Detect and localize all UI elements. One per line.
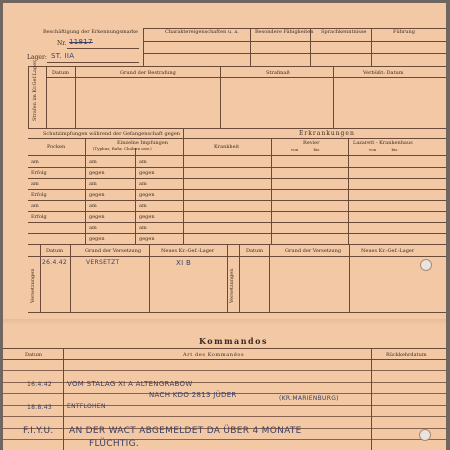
- impfung-row-rule: [28, 189, 446, 190]
- strafen-side-label: Strafen im Kr.Gef.Lager: [32, 60, 38, 121]
- versetzungen-top-rule: [28, 244, 446, 245]
- versetzung-datum-value: 26.4.42: [42, 259, 68, 266]
- divider: [28, 256, 446, 257]
- einzel-row-label-2: am: [139, 159, 147, 165]
- divider: [227, 244, 228, 312]
- nr-underline: [67, 48, 139, 49]
- punch-hole: [420, 259, 432, 271]
- punch-hole: [419, 429, 431, 441]
- versetzung-neues-header: Neues Kr.-Gef.-Lager: [161, 248, 215, 254]
- nr-value: 11817: [69, 38, 93, 46]
- kommando-datum-3: F.I.Y.U.: [23, 426, 54, 436]
- pocken-row-label: Erfolg: [31, 214, 47, 220]
- divider: [46, 77, 446, 78]
- impfung-row-rule: [28, 178, 446, 179]
- pocken-row-label: Erfolg: [31, 170, 47, 176]
- einzel-row-label-2: am: [139, 225, 147, 231]
- divider: [135, 148, 136, 244]
- divider: [143, 53, 446, 54]
- kommandos-datum-header: Datum: [25, 352, 42, 358]
- strafen-left-rule: [28, 66, 29, 128]
- kommando-art-2: ENTFLOHEN: [67, 403, 106, 410]
- versetzung-neues-header-2: Neues Kr.-Gef.-Lager: [361, 248, 415, 254]
- strafen-verbuesst-header: Verbüßt: Datum: [363, 70, 404, 76]
- kommandos-art-header: Art des Kommandos: [183, 352, 245, 358]
- sprachkenntnisse-label: Sprachkenntnisse: [321, 29, 367, 35]
- impfung-row-rule: [28, 233, 446, 234]
- divider: [220, 66, 221, 128]
- versetzung-datum-header: Datum: [46, 248, 63, 254]
- kommando-datum-2: 18.8.43: [27, 404, 53, 411]
- versetzung-grund-header-2: Grund der Versetzung: [285, 248, 342, 254]
- lazarett-sub: von bis: [369, 147, 398, 152]
- nr-label: Nr.: [57, 40, 67, 47]
- versetzung-grund-value: VERSETZT: [86, 259, 120, 266]
- kommando-datum-1: 16.4.42: [27, 381, 53, 388]
- einzel-row-label: gegen: [89, 214, 105, 220]
- divider: [348, 138, 349, 244]
- divider: [3, 359, 446, 360]
- divider: [75, 66, 76, 128]
- pocken-row-label: am: [31, 159, 39, 165]
- charakter-label: Charaktereigenschaften u. a.: [165, 29, 239, 35]
- einzel-row-label: gegen: [89, 170, 105, 176]
- divider: [46, 66, 47, 128]
- strafen-grund-header: Grund der Bestrafung: [120, 70, 176, 76]
- kommandos-top-rule: [3, 348, 446, 349]
- versetzung-lager-value: XI B: [176, 259, 192, 267]
- pocken-header: Pocken: [47, 144, 66, 150]
- kommando-row-rule: [3, 416, 446, 417]
- lager-value: ST. IIA: [51, 52, 75, 60]
- divider: [250, 28, 251, 66]
- pocken-row-label: Erfolg: [31, 192, 47, 198]
- kommando-row-rule: [3, 439, 446, 440]
- strafen-datum-header: Datum: [52, 70, 69, 76]
- divider: [149, 244, 150, 312]
- divider: [183, 128, 184, 244]
- erkennungsmarke-label: Beschäftigung der Erkennungsmarke: [43, 29, 139, 35]
- divider: [143, 41, 446, 42]
- versetzung-grund-header: Grund der Versetzung: [85, 248, 142, 254]
- versetzungen-side-label-left: Versetzungen: [30, 268, 36, 303]
- divider: [85, 138, 86, 244]
- kommando-art-3: AN DER WACT ABGEMELDET DA ÜBER 4 MONATE: [69, 426, 302, 436]
- kommando-art-1c: (KR.MARIENBURG): [279, 395, 339, 402]
- divider: [143, 28, 144, 66]
- impfung-row-rule: [28, 211, 446, 212]
- kommando-art-3b: FLÜCHTIG.: [89, 439, 140, 449]
- strafen-top-rule: [28, 66, 446, 67]
- einzel-row-label: am: [89, 225, 97, 231]
- revier-header: Revier: [303, 140, 320, 146]
- strafen-bottom-rule: [28, 128, 446, 129]
- impfung-row-rule: [28, 222, 446, 223]
- divider: [239, 244, 240, 312]
- impfungen-title: Schutzimpfungen während der Gefangenschaft gegen: [43, 131, 181, 137]
- einzel-row-label-2: am: [139, 203, 147, 209]
- einzel-row-label-2: am: [139, 181, 147, 187]
- divider: [40, 244, 41, 312]
- versetzungen-side-label-right: Versetzungen: [229, 268, 235, 303]
- lager-label: Lager:: [27, 54, 47, 61]
- divider: [371, 348, 372, 450]
- kommando-art-1b: NACH KDO 2813 JÜDER: [149, 391, 237, 399]
- einzel-row-label-2: gegen: [139, 192, 155, 198]
- lazarett-header: Lazarett - Krankenhaus: [353, 140, 413, 146]
- divider: [63, 348, 64, 450]
- pocken-row-label: am: [31, 181, 39, 187]
- kommando-art-1: VOM STALAG XI A ALTENGRABOW: [67, 380, 193, 388]
- einzel-row-label-2: gegen: [139, 170, 155, 176]
- strafen-strafmass-header: Strafmaß: [266, 70, 290, 76]
- divider: [28, 138, 446, 139]
- einzel-row-label: gegen: [89, 192, 105, 198]
- divider: [349, 244, 350, 312]
- einzel-header: Einzelne Impfungen: [117, 140, 169, 146]
- versetzungen-bottom-rule: [28, 312, 446, 313]
- impfung-row-rule: [28, 200, 446, 201]
- erkrankungen-title: Erkrankungen: [299, 130, 355, 137]
- kommandos-title: Kommandos: [199, 336, 268, 346]
- einzel-row-label: am: [89, 159, 97, 165]
- revier-sub: von bis: [291, 147, 320, 152]
- pocken-row-label: am: [31, 203, 39, 209]
- einzel-row-label: am: [89, 203, 97, 209]
- pow-record-card: [3, 3, 446, 450]
- krankheit-header: Krankheit: [214, 144, 240, 150]
- einzel-row-label: gegen: [89, 236, 105, 242]
- divider: [333, 66, 334, 128]
- divider: [371, 28, 372, 66]
- impfung-row-rule: [28, 167, 446, 168]
- einzel-row-label: am: [89, 181, 97, 187]
- fuehrung-label: Führung: [393, 29, 415, 35]
- einzel-sub: (Typhus, Ruhr, Cholera usw.): [93, 146, 152, 151]
- divider: [269, 244, 270, 312]
- divider: [271, 138, 272, 244]
- kommando-row-rule: [3, 370, 446, 371]
- einzel-row-label-2: gegen: [139, 214, 155, 220]
- faehigkeiten-label: Besondere Fähigkeiten: [255, 29, 314, 35]
- einzel-row-label-2: gegen: [139, 236, 155, 242]
- divider: [70, 244, 71, 312]
- divider: [28, 155, 446, 156]
- card-fold: [3, 319, 446, 325]
- kommandos-rueck-header: Rückkehrdatum: [386, 352, 427, 358]
- lager-underline: [47, 62, 139, 63]
- versetzung-datum-header-2: Datum: [246, 248, 263, 254]
